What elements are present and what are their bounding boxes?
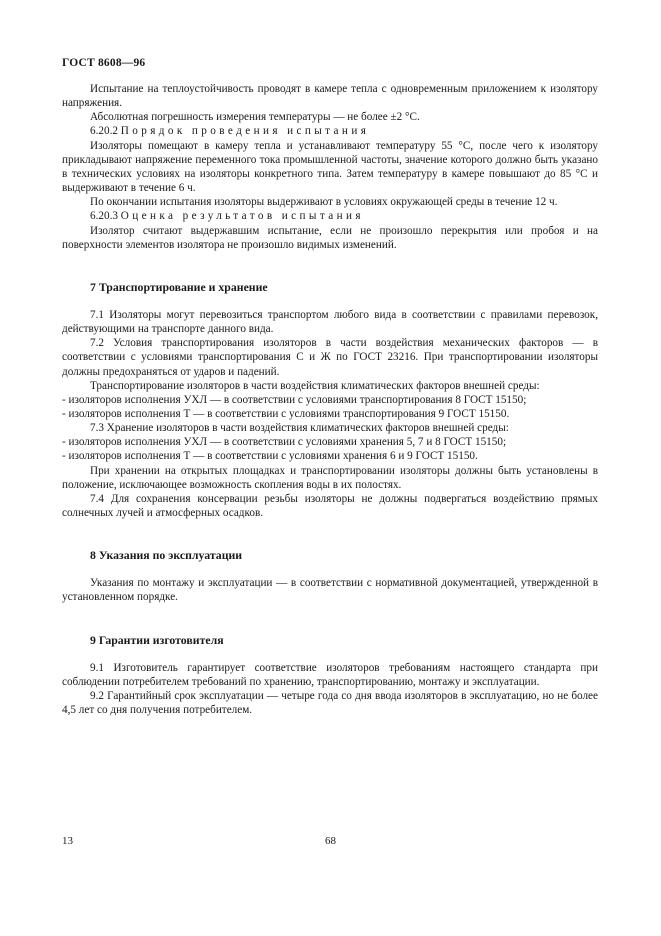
subsection-title-text: Порядок проведения испытания xyxy=(120,125,370,138)
paragraph: При хранении на открытых площадках и транспортировании изоляторы должны быть установлены в положение, исключающее возможность скопления воды в их полостях. xyxy=(62,464,598,491)
paragraph: 7.3 Хранение изоляторов в части воздействия климатических факторов внешней среды: xyxy=(90,422,509,435)
paragraph: Испытание на теплоустойчивость проводят в камере тепла с одновременным приложением к изолятору напряжения. xyxy=(62,83,598,110)
paragraph: 9.2 Гарантийный срок эксплуатации — четыре года со дня ввода изоляторов в эксплуатацию, но не более 4,5 лет со дня получения потребителем. xyxy=(62,689,598,716)
paragraph: 9.1 Изготовитель гарантирует соответствие изоляторов требованиям настоящего стандарта при соблюдении потребителем требований по хранению, транспортированию, монтажу и эксплуатации. xyxy=(62,661,598,688)
document-header: ГОСТ 8608—96 xyxy=(62,57,146,69)
paragraph: Абсолютная погрешность измерения температуры — не более ±2 °С. xyxy=(90,111,420,124)
section-heading-7: 7 Транспортирование и хранение xyxy=(90,279,268,294)
list-item: - изоляторов исполнения Т — в соответствии с условиями транспортирования 9 ГОСТ 15150. xyxy=(62,407,510,420)
subsection-title-text: Оценка результатов испытания xyxy=(120,210,364,223)
list-item: - изоляторов исполнения УХЛ — в соответствии с условиями хранения 5, 7 и 8 ГОСТ 15150; xyxy=(62,436,507,449)
paragraph: Изоляторы помещают в камеру тепла и устанавливают температуру 55 °С, после чего к изолятору прикладывают напряжение переменного тока промышленной частоты, значение которого должно быть указано в технических условиях на изоляторы конкретного типа. Затем температуру в камере повышают до 85 °С и выдерживают в течение 6 ч. xyxy=(62,139,598,195)
paragraph: По окончании испытания изоляторы выдерживают в условиях окружающей среды в течение 12 ч. xyxy=(90,196,558,209)
page-number-left: 13 xyxy=(62,835,73,847)
list-item: - изоляторов исполнения УХЛ — в соответствии с условиями транспортирования 8 ГОСТ 15150; xyxy=(62,393,527,406)
list-item: - изоляторов исполнения Т — в соответствии с условиями хранения 6 и 9 ГОСТ 15150. xyxy=(62,450,478,463)
paragraph: 7.4 Для сохранения консервации резьбы изоляторы не должны подвергаться воздействию прямых солнечных лучей и атмосферных осадков. xyxy=(62,492,598,520)
section-heading-9: 9 Гарантии изготовителя xyxy=(90,632,224,647)
paragraph: 7.2 Условия транспортирования изоляторов в части воздействия механических факторов — в соответствии с условиями транспортирования С и Ж по ГОСТ 23216. При транспортировании изоляторы должны предохраняться от ударов и падений. xyxy=(62,337,598,378)
document-body xyxy=(62,82,598,717)
paragraph: Указания по монтажу и эксплуатации — в соответствии с нормативной документацией, утвержденной в установленном порядке. xyxy=(62,577,598,604)
subsection-title xyxy=(62,209,598,223)
subsection-number: 6.20.2 xyxy=(90,125,118,138)
subsection-number: 6.20.3 xyxy=(90,210,118,223)
paragraph: Транспортирование изоляторов в части воздействия климатических факторов внешней среды: xyxy=(90,379,540,392)
page-number-center: 68 xyxy=(325,835,336,847)
paragraph: 7.1 Изоляторы могут перевозиться транспортом любого вида в соответствии с правилами перевозок, действующими на транспорте данного вида. xyxy=(62,308,598,336)
subsection-title xyxy=(62,124,598,138)
section-heading-8: 8 Указания по эксплуатации xyxy=(90,548,243,563)
paragraph: Изолятор считают выдержавшим испытание, если не произошло перекрытия или пробоя и на поверхности элементов изолятора не произошло видимых изменений. xyxy=(62,224,598,251)
